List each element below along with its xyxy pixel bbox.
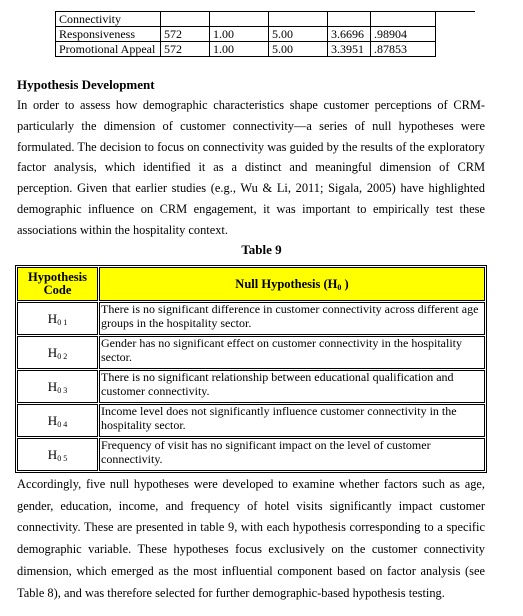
null-hypothesis-header	[99, 267, 485, 301]
table-cell	[161, 12, 210, 27]
descriptive-stats-table	[55, 12, 436, 57]
table-cell: Connectivity	[56, 12, 161, 27]
table-row	[17, 404, 485, 437]
code-subscript: 0 1	[57, 317, 68, 327]
header-text-suffix: )	[341, 276, 349, 291]
header-text: Null Hypothesis (H	[235, 276, 338, 291]
table-cell	[328, 12, 371, 27]
table-cell: 572	[161, 42, 210, 57]
table-cell	[371, 12, 436, 27]
code-letter: H	[47, 412, 58, 428]
table-row	[17, 438, 485, 471]
hypothesis-text: There is no significant relationship between educational qualification and customer connectivity.	[99, 370, 485, 403]
table-row	[56, 12, 436, 27]
table-cell: 1.00	[210, 42, 269, 57]
table-cell: 572	[161, 27, 210, 42]
table-caption: Table 9	[241, 242, 282, 257]
table-row	[17, 336, 485, 369]
table-cell: Responsiveness	[56, 27, 161, 42]
table-cell	[210, 12, 269, 27]
code-letter: H	[47, 378, 58, 394]
table-cell: Promotional Appeal	[56, 42, 161, 57]
table-row	[56, 42, 436, 57]
table-cell: .87853	[371, 42, 436, 57]
hypothesis-text: Gender has no significant effect on customer connectivity in the hospitality sector.	[99, 336, 485, 369]
header-subscript: 0	[337, 282, 342, 292]
table-cell: 1.00	[210, 27, 269, 42]
hypothesis-code	[17, 370, 98, 403]
table-row	[17, 370, 485, 403]
table-cell: .98904	[371, 27, 436, 42]
intro-paragraph: In order to assess how demographic characteristics shape customer perceptions of CRM-particularly the dimension of customer connectivity—a series of null hypotheses were formulated. The decision to focus on connectivity was guided by the results of the exploratory factor analysis, which identified it as a distinct and meaningful dimension of CRM perception. Given that earlier studies (e.g., Wu & Li, 2011; Sigala, 2005) have highlighted demographic influence on CRM engagement, it was important to empirically test these associations within the hospitality context.	[17, 98, 485, 237]
code-subscript: 0 4	[57, 419, 68, 429]
hypothesis-code	[17, 336, 98, 369]
table-cell: 5.00	[269, 42, 328, 57]
table-row	[56, 27, 436, 42]
code-subscript: 0 2	[57, 351, 68, 361]
table-cell: 5.00	[269, 27, 328, 42]
hypothesis-text: There is no significant difference in customer connectivity across different age groups in the hospitality sector.	[99, 302, 485, 335]
conclusion-paragraph: Accordingly, five null hypotheses were developed to examine whether factors such as age, gender, education, income, and frequency of hotel visits significantly impact customer connectivity. These are presented in table 9, with each hypothesis corresponding to a specific demographic variable. These hypotheses focus exclusively on the customer connectivity dimension, which emerged as the most influential component based on factor analysis (see Table 8), and was therefore selected for further demographic-based hypothesis testing.	[17, 477, 485, 600]
code-letter: H	[47, 344, 58, 360]
table-header-row	[17, 267, 485, 301]
hypothesis-code	[17, 404, 98, 437]
code-letter: H	[47, 310, 58, 326]
hypothesis-code	[17, 438, 98, 471]
table-cell: 3.3951	[328, 42, 371, 57]
table-cell	[269, 12, 328, 27]
hypothesis-code	[17, 302, 98, 335]
code-subscript: 0 3	[57, 385, 68, 395]
section-heading: Hypothesis Development	[17, 77, 155, 92]
code-subscript: 0 5	[57, 453, 68, 463]
code-letter: H	[47, 446, 58, 462]
hypothesis-text: Income level does not significantly influence customer connectivity in the hospitality sector.	[99, 404, 485, 437]
hypothesis-text: Frequency of visit has no significant impact on the level of customer connectivity.	[99, 438, 485, 471]
table-cell: 3.6696	[328, 27, 371, 42]
table-row	[17, 302, 485, 335]
hypothesis-table	[15, 265, 487, 473]
hypothesis-code-header: Hypothesis Code	[17, 267, 98, 301]
